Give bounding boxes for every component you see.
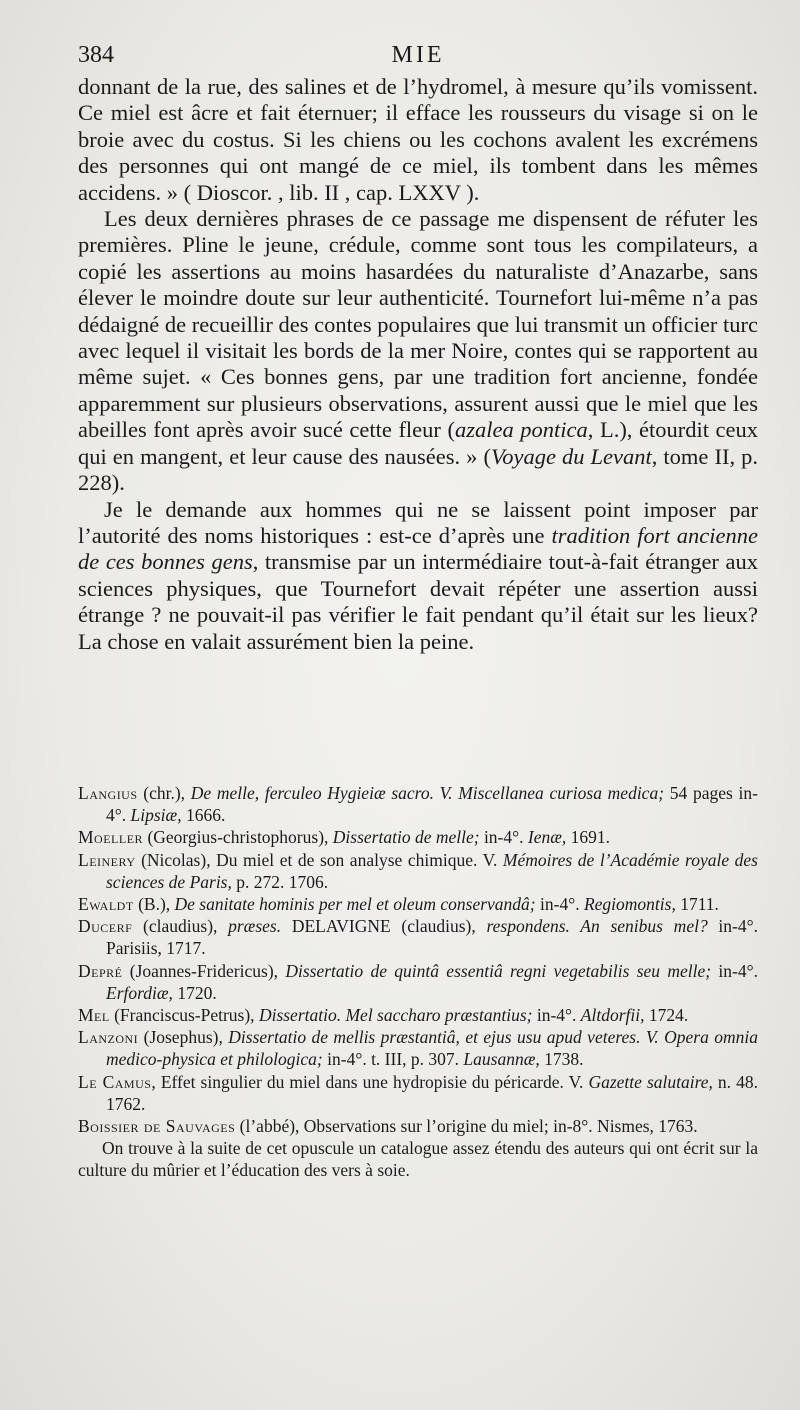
reference-entry: Depré (Joannes-Fridericus), Dissertatio de quintâ essentiâ regni vegetabilis seu melle; in-4°. Erfordiæ, 1720.	[78, 960, 758, 1003]
italic-term: azalea pontica	[454, 417, 588, 443]
reference-entry: Moeller (Georgius-christophorus), Dissertatio de melle; in-4°. Ienæ, 1691.	[78, 827, 611, 848]
page-header	[78, 42, 758, 76]
paragraph-1: donnant de la rue, des salines et de l’hydromel, à mesure qu’ils vomissent. Ce miel est âcre et fait éternuer; il efface les rousseurs du visage si on le broie avec du costus. Si les chiens ou les cochons avalent les excrémens des personnes qui ont mangé de ce miel, ils tombent dans les mêmes accidens. » ( Dioscor. , lib. II , cap. LXXV ).	[78, 74, 758, 205]
reference-entry: Langius (chr.), De melle, ferculeo Hygieiæ sacro. V. Miscellanea curiosa medica; 54 pages in-4°. Lipsiæ, 1666.	[78, 783, 758, 826]
paragraph-3: Je le demande aux hommes qui ne se laissent point imposer par l’autorité des noms historiques : est-ce d’après une tradition fort ancienne de ces bonnes gens, transmise par un intermédiaire tout-à-fait étranger aux sciences physiques, que Tournefort devait répéter une assertion aussi étrange ? ne pouvait-il pas vérifier le fait pendant qu’il était sur les lieux? La chose en valait assurément bien la peine.	[78, 496, 758, 654]
italic-citation: Voyage du Levant	[490, 443, 652, 469]
main-text	[78, 74, 758, 655]
page-number: 384	[78, 42, 114, 68]
reference-entry: Ducerf (claudius), præses. DELAVIGNE (claudius), respondens. An senibus mel? in-4°. Parisiis, 1717.	[78, 916, 758, 959]
reference-entry: Mel (Franciscus-Petrus), Dissertatio. Mel saccharo præstantius; in-4°. Altdorfii, 1724.	[78, 1005, 689, 1026]
bibliography	[78, 782, 758, 1182]
reference-entry: Boissier de Sauvages (l’abbé), Observations sur l’origine du miel; in-8°. Nismes, 1763.	[78, 1116, 698, 1137]
paragraph-2: Les deux dernières phrases de ce passage me dispensent de réfuter les premières. Pline le jeune, crédule, comme sont tous les compilateurs, a copié les assertions au moins hasardées du naturaliste d’Anazarbe, sans élever le moindre doute sur leur authenticité. Tournefort lui-même n’a pas dédaigné de recueillir des contes populaires que lui transmit un officier turc avec lequel il visitait les bords de la mer Noire, contes qui se rapportent au même sujet. « Ces bonnes gens, par une tradition fort ancienne, fondée apparemment sur plusieurs observations, assurent aussi que le miel que les abeilles font après avoir sucé cette fleur (azalea pontica, L.), étourdit ceux qui en mangent, et leur cause des nausées. » (Voyage du Levant, tome II, p. 228).	[78, 206, 758, 496]
closing-note: On trouve à la suite de cet opuscule un catalogue assez étendu des auteurs qui ont écrit sur la culture du mûrier et l’éducation des vers à soie.	[78, 1138, 758, 1181]
reference-entry: Le Camus, Effet singulier du miel dans une hydropisie du péricarde. V. Gazette salutaire, n. 48. 1762.	[78, 1071, 758, 1114]
running-head: MIE	[391, 42, 445, 68]
italic-quote: tradition fort ancienne de ces bonnes gens	[78, 522, 758, 575]
reference-entry: Ewaldt (B.), De sanitate hominis per mel et oleum conservandâ; in-4°. Regiomontis, 1711.	[78, 894, 719, 915]
reference-entry: Leinery (Nicolas), Du miel et de son analyse chimique. V. Mémoires de l’Académie royale des sciences de Paris, p. 272. 1706.	[78, 849, 758, 892]
reference-entry: Lanzoni (Josephus), Dissertatio de mellis præstantiâ, et ejus usu apud veteres. V. Opera omnia medico-physica et philologica; in-4°. t. III, p. 307. Lausannæ, 1738.	[78, 1027, 759, 1070]
